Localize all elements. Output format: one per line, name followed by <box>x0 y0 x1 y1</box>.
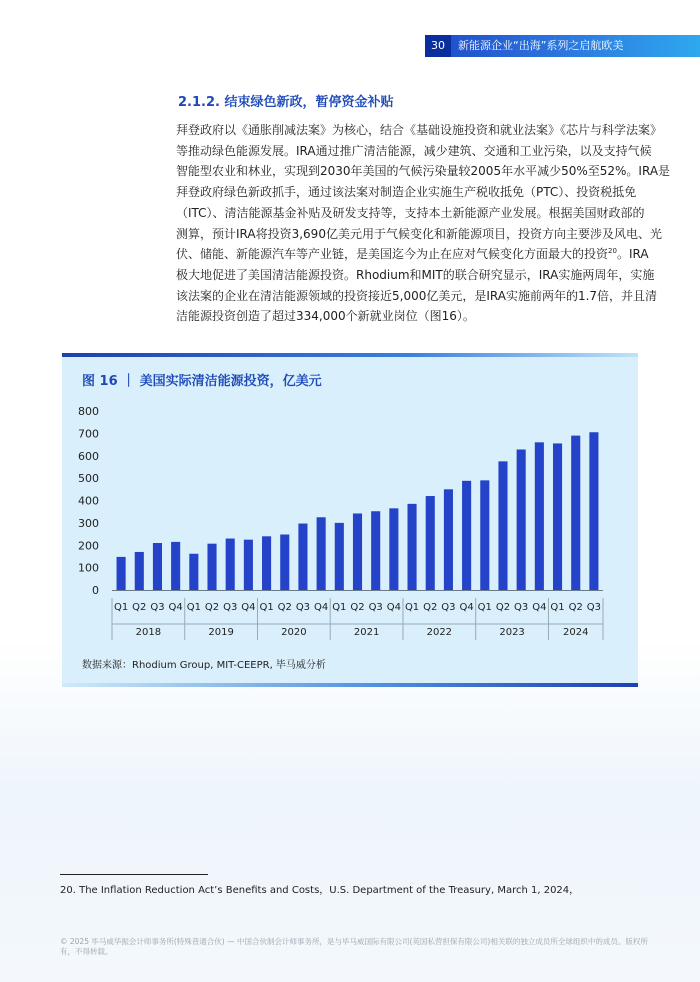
page-background <box>0 640 700 982</box>
footnote-reference[interactable]: 20 <box>608 247 617 256</box>
bar <box>153 543 162 590</box>
bar <box>226 539 235 590</box>
x-tick-label: Q4 <box>459 602 474 613</box>
bar <box>298 524 307 590</box>
x-tick-label: Q2 <box>132 602 147 613</box>
y-tick-label: 500 <box>78 472 99 486</box>
y-tick-label: 400 <box>78 494 99 508</box>
section-heading: 2.1.2. 结束绿色新政，暂停资金补贴 <box>178 95 394 110</box>
x-tick-label: Q4 <box>241 602 256 613</box>
x-tick-label: Q1 <box>113 602 129 613</box>
bar <box>480 480 489 590</box>
y-tick-label: 300 <box>78 516 99 530</box>
bar <box>498 461 507 590</box>
bar <box>280 535 289 590</box>
body-line-text: 伏、储能、新能源汽车等产业链，是美国迄今为止在应对气候变化方面最大的投资 <box>176 247 609 262</box>
bar <box>589 432 598 590</box>
x-tick-label: Q4 <box>532 602 547 613</box>
body-line: 极大地促进了美国清洁能源投资。Rhodium和MIT的联合研究显示，IRA实施两周年，实施 <box>176 267 655 282</box>
body-line <box>176 244 648 265</box>
year-label: 2023 <box>499 627 525 638</box>
body-line: 该法案的企业在清洁能源领域的投资接近5,000亿美元，是IRA实施前两年的1.7倍，并且清 <box>176 288 658 303</box>
body-paragraph <box>176 120 671 327</box>
bar <box>189 554 198 590</box>
bar <box>444 489 453 590</box>
footnote-20: 20. The Inflation Reduction Act’s Benefits and Costs，U.S. Department of the Treasury, March 1, 2024， <box>60 885 580 896</box>
x-tick-label: Q4 <box>314 602 329 613</box>
year-label: 2018 <box>135 627 162 638</box>
bar <box>117 557 126 590</box>
y-tick-label: 700 <box>78 427 99 441</box>
x-tick-label: Q1 <box>186 602 201 613</box>
body-line: 拜登政府绿色新政抓手，通过该法案对制造企业实施生产税收抵免（PTC）、投资税抵免 <box>176 185 637 200</box>
x-tick-label: Q1 <box>477 602 492 613</box>
bar <box>171 542 180 590</box>
bar <box>135 552 144 590</box>
body-line: 拜登政府以《通胀削减法案》为核心，结合《基础设施投资和就业法案》《芯片与科学法案》 <box>176 123 663 137</box>
x-tick-label: Q3 <box>223 602 238 613</box>
year-label: 2021 <box>353 627 380 638</box>
figure-source: 数据来源：Rhodium Group, MIT-CEEPR, 毕马威分析 <box>82 660 326 671</box>
x-tick-label: Q3 <box>586 602 602 613</box>
bar <box>207 544 216 590</box>
x-tick-label: Q4 <box>386 602 401 613</box>
x-tick-label: Q3 <box>514 602 529 613</box>
y-tick-label: 800 <box>78 405 99 418</box>
body-line: 测算，预计IRA将投资3,690亿美元用于气候变化和新能源项目，投资方向主要涉及风电、光 <box>176 226 662 241</box>
year-label: 2020 <box>281 627 307 638</box>
footnote-rule <box>60 874 208 875</box>
figure-bottom-rule <box>62 683 638 687</box>
bar <box>389 508 398 590</box>
x-tick-label: Q1 <box>259 602 274 613</box>
figure-title: 图 16 ｜ 美国实际清洁能源投资，亿美元 <box>82 374 322 389</box>
x-tick-label: Q2 <box>495 602 511 613</box>
year-label: 2024 <box>562 627 589 638</box>
x-tick-label: Q3 <box>150 602 165 613</box>
bar <box>426 496 435 590</box>
bar <box>571 436 580 590</box>
y-tick-label: 200 <box>78 539 99 553</box>
body-line: 智能型农业和林业，实现到2030年美国的气候污染量较2005年水平减少50%至52%。IRA是 <box>176 164 671 179</box>
bar <box>535 442 544 590</box>
header-bar <box>425 35 700 57</box>
year-label: 2022 <box>426 627 453 638</box>
y-tick-label: 100 <box>78 561 99 575</box>
x-tick-label: Q2 <box>568 602 583 613</box>
bar <box>408 504 417 590</box>
year-label: 2019 <box>208 627 234 638</box>
bar <box>262 536 271 590</box>
x-tick-label: Q1 <box>332 602 347 613</box>
body-line-tail: 。IRA <box>616 247 649 262</box>
bar <box>371 511 380 590</box>
x-tick-label: Q4 <box>168 602 183 613</box>
x-tick-label: Q2 <box>423 602 438 613</box>
bar <box>553 443 562 590</box>
x-tick-label: Q1 <box>550 602 565 613</box>
x-tick-label: Q2 <box>204 602 220 613</box>
x-tick-label: Q1 <box>404 602 420 613</box>
x-tick-label: Q2 <box>277 602 292 613</box>
body-line: 等推动绿色能源发展。IRA通过推广清洁能源，减少建筑、交通和工业污染，以及支持气候 <box>176 143 652 158</box>
bar <box>517 449 526 590</box>
bar <box>335 523 344 590</box>
body-line: （ITC）、清洁能源基金补贴及研发支持等，支持本土新能源产业发展。根据美国财政部的 <box>176 205 645 220</box>
bar <box>462 481 471 590</box>
body-line: 洁能源投资创造了超过334,000个新就业岗位（图16）。 <box>176 309 475 324</box>
bar <box>244 540 253 590</box>
bar <box>317 517 326 590</box>
bar <box>353 513 362 590</box>
y-tick-label: 0 <box>92 584 99 597</box>
copyright-notice: © 2025 毕马威华振会计师事务所(特殊普通合伙) — 中国合伙制会计师事务所，是与毕马威国际有限公司(英国私营担保有限公司)相关联的独立成员所全球组织中的成员。版权所有，不得转载。 <box>60 937 648 956</box>
x-tick-label: Q3 <box>368 602 383 613</box>
page-number: 30 <box>425 35 451 57</box>
x-tick-label: Q3 <box>295 602 311 613</box>
x-tick-label: Q3 <box>441 602 456 613</box>
y-tick-label: 600 <box>78 449 99 463</box>
clean-energy-investment-chart <box>62 395 638 645</box>
x-tick-label: Q2 <box>350 602 365 613</box>
header-title: 新能源企业“出海”系列之启航欧美 <box>458 39 624 52</box>
